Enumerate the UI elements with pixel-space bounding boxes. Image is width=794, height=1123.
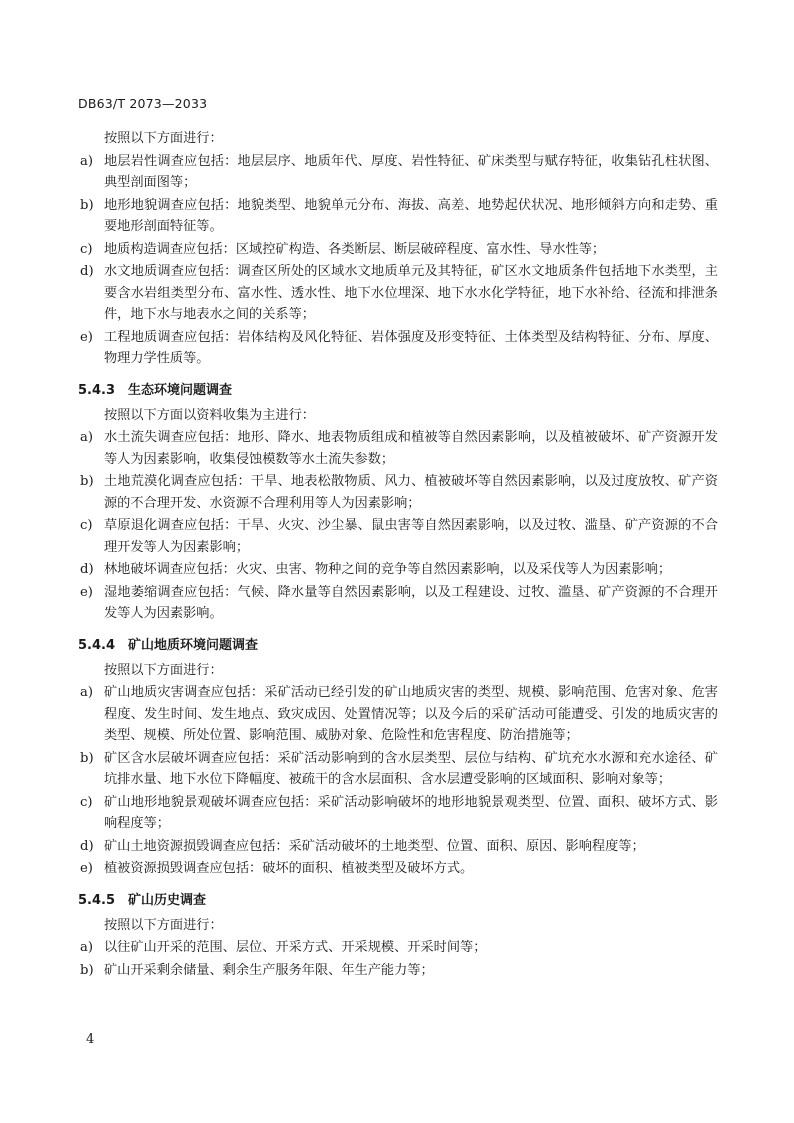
list-item bbox=[78, 937, 718, 959]
list-item bbox=[78, 682, 718, 747]
list-item-text: 地层岩性调查应包括：地层层序、地质年代、厚度、岩性特征、矿床类型与赋存特征，收集钻孔柱状图、典型剖面图等； bbox=[104, 153, 718, 190]
list-item-text: 工程地质调查应包括：岩体结构及风化特征、岩体强度及形变特征、土体类型及结构特征、分布、厚度、物理力学性质等。 bbox=[104, 329, 718, 366]
list-item-label: b) bbox=[80, 474, 94, 489]
list-item-label: a) bbox=[80, 940, 94, 955]
section-intro: 按照以下方面进行： bbox=[104, 131, 223, 146]
list-item-text: 水文地质调查应包括：调查区所处的区域水文地质单元及其特征，矿区水文地质条件包括地下水类型，主要含水岩组类型分布、富水性、透水性、地下水位埋深、地下水水化学特征，地下水补给、径流和排泄条件，地下水与地表水之间的关系等； bbox=[104, 264, 718, 322]
list-item bbox=[78, 515, 718, 558]
section-heading bbox=[78, 380, 718, 401]
section-intro: 按照以下方面以资料收集为主进行： bbox=[104, 407, 315, 423]
section-number: 5.4.3 bbox=[78, 382, 116, 398]
list-item bbox=[78, 858, 718, 880]
list-item bbox=[78, 748, 718, 791]
list-item-label: e) bbox=[80, 329, 93, 345]
list-item-text: 林地破坏调查应包括：火灾、虫害、物种之间的竞争等自然因素影响，以及采伐等人为因素影响； bbox=[104, 562, 672, 577]
section-intro: 按照以下方面进行： bbox=[104, 662, 223, 678]
section-intro: 按照以下方面进行： bbox=[104, 917, 223, 933]
section-heading bbox=[78, 635, 718, 656]
list-item-label: a) bbox=[80, 153, 94, 169]
list-item-label: b) bbox=[80, 962, 94, 978]
list-item-label: c) bbox=[80, 241, 93, 257]
list-item-text: 矿区含水层破坏调查应包括：采矿活动影响到的含水层类型、层位与结构、矿坑充水水源和充水途径、矿坑排水量、地下水位下降幅度、被疏干的含水层面积、含水层遭受影响的区域面积、影响对象等； bbox=[104, 750, 718, 787]
section-title: 矿山历史调查 bbox=[128, 892, 207, 908]
list-item-label: a) bbox=[80, 685, 94, 700]
section-title: 生态环境问题调查 bbox=[128, 382, 233, 398]
document-body bbox=[78, 128, 718, 981]
list-item-label: e) bbox=[80, 861, 93, 876]
list-item bbox=[78, 427, 718, 470]
list-item-text: 植被资源损毁调查应包括：破坏的面积、植被类型及破坏方式。 bbox=[104, 861, 474, 876]
section-heading bbox=[78, 890, 718, 911]
list-item bbox=[78, 195, 718, 238]
list-item-text: 矿山开采剩余储量、剩余生产服务年限、年生产能力等； bbox=[104, 962, 434, 978]
list-item-text: 矿山地质灾害调查应包括：采矿活动已经引发的矿山地质灾害的类型、规模、影响范围、危害对象、危害程度、发生时间、发生地点、致灾成因、处置情况等；以及今后的采矿活动可能遭受、引发的地质灾害的类型、规模、所处位置、影响范围、威胁对象、危险性和危害程度、防治措施等； bbox=[104, 685, 718, 743]
list-item-label: b) bbox=[80, 197, 94, 213]
list-item-label: d) bbox=[80, 264, 94, 279]
section-number: 5.4.5 bbox=[78, 892, 116, 908]
list-item-text: 地形地貌调查应包括：地貌类型、地貌单元分布、海拔、高差、地势起伏状况、地形倾斜方向和走势、重要地形剖面特征等。 bbox=[104, 197, 718, 234]
list-item bbox=[78, 582, 718, 625]
list-item bbox=[78, 836, 718, 858]
list-item bbox=[78, 151, 718, 194]
list-item-label: d) bbox=[80, 838, 94, 854]
list-item-text: 地质构造调查应包括：区域控矿构造、各类断层、断层破碎程度、富水性、导水性等； bbox=[104, 241, 606, 257]
list-item-label: c) bbox=[80, 518, 93, 533]
list-item-text: 草原退化调查应包括：干旱、火灾、沙尘暴、鼠虫害等自然因素影响，以及过牧、滥垦、矿产资源的不合理开发等人为因素影响； bbox=[104, 518, 718, 555]
section-number: 5.4.4 bbox=[78, 637, 116, 653]
document-code: DB63/T 2073—2033 bbox=[78, 96, 208, 111]
list-item bbox=[78, 792, 718, 835]
list-item-text: 矿山地形地貌景观破坏调查应包括：采矿活动影响破坏的地形地貌景观类型、位置、面积、破坏方式、影响程度等； bbox=[104, 794, 718, 831]
section-title: 矿山地质环境问题调查 bbox=[128, 637, 259, 653]
list-item bbox=[78, 960, 718, 982]
list-item-label: e) bbox=[80, 584, 93, 600]
list-item-label: b) bbox=[80, 750, 94, 766]
list-item-label: d) bbox=[80, 562, 94, 577]
list-item bbox=[78, 261, 718, 326]
list-item bbox=[78, 239, 718, 261]
list-item-label: a) bbox=[80, 430, 94, 445]
list-item-text: 土地荒漠化调查应包括：干旱、地表松散物质、风力、植被破坏等自然因素影响，以及过度放牧、矿产资源的不合理开发、水资源不合理利用等人为因素影响； bbox=[104, 474, 718, 511]
list-item bbox=[78, 471, 718, 514]
list-item bbox=[78, 327, 718, 370]
list-item-label: c) bbox=[80, 794, 93, 810]
list-item bbox=[78, 559, 718, 581]
list-item-text: 湿地萎缩调查应包括：气候、降水量等自然因素影响，以及工程建设、过牧、滥垦、矿产资源的不合理开发等人为因素影响。 bbox=[104, 584, 718, 621]
list-item-text: 水土流失调查应包括：地形、降水、地表物质组成和植被等自然因素影响，以及植被破坏、矿产资源开发等人为因素影响，收集侵蚀模数等水土流失参数； bbox=[104, 430, 718, 467]
list-item-text: 以往矿山开采的范围、层位、开采方式、开采规模、开采时间等； bbox=[104, 940, 487, 955]
list-item-text: 矿山土地资源损毁调查应包括：采矿活动破坏的土地类型、位置、面积、原因、影响程度等； bbox=[104, 838, 645, 854]
page-number: 4 bbox=[86, 1032, 95, 1047]
